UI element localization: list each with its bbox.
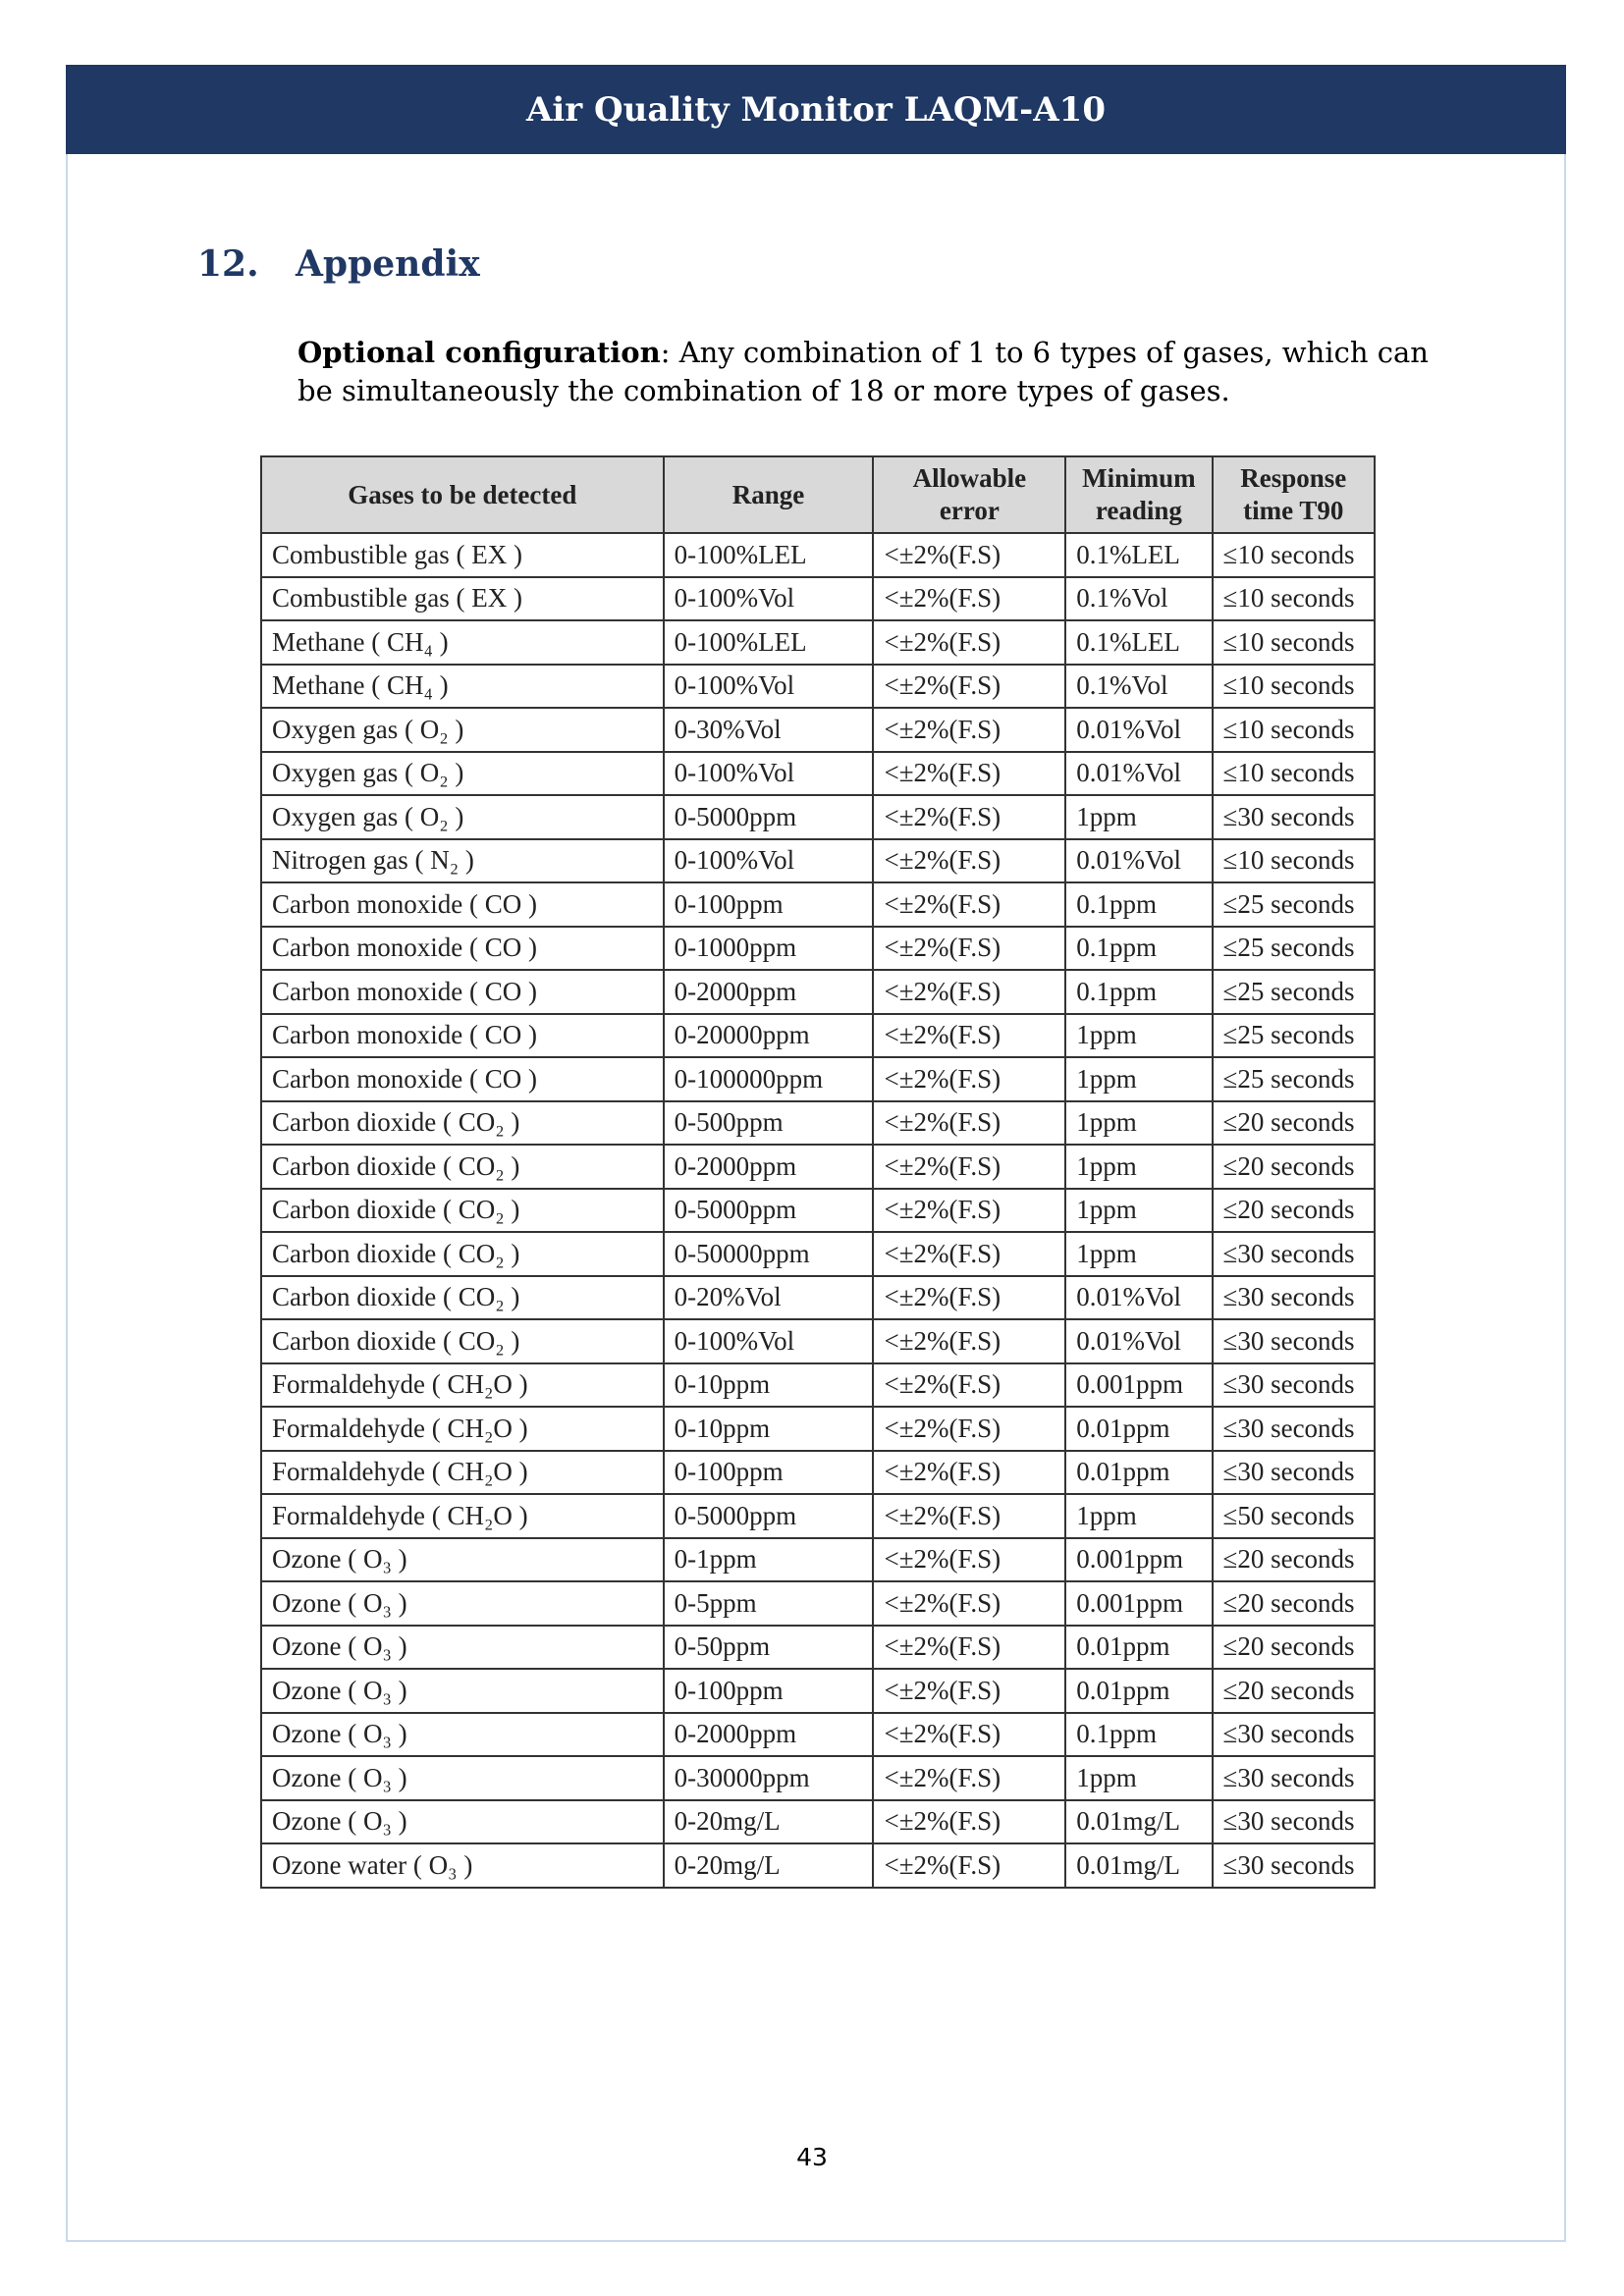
table-row (261, 665, 1375, 709)
cell-range: 0-5000ppm (664, 1189, 874, 1233)
cell-minimum-reading: 0.1%Vol (1065, 577, 1212, 621)
cell-allowable-error: <±2%(F.S) (873, 1189, 1065, 1233)
cell-response-time: ≤10 seconds (1213, 577, 1375, 621)
cell-response-time: ≤20 seconds (1213, 1626, 1375, 1670)
cell-response-time: ≤20 seconds (1213, 1145, 1375, 1189)
cell-range: 0-2000ppm (664, 970, 874, 1014)
cell-allowable-error: <±2%(F.S) (873, 1713, 1065, 1757)
table-row (261, 927, 1375, 971)
cell-range: 0-500ppm (664, 1101, 874, 1146)
cell-allowable-error: <±2%(F.S) (873, 1145, 1065, 1189)
section-heading (197, 243, 480, 285)
cell-response-time: ≤10 seconds (1213, 708, 1375, 752)
table-row (261, 970, 1375, 1014)
cell-gas: Carbon monoxide ( CO ) (261, 882, 664, 927)
cell-range: 0-20000ppm (664, 1014, 874, 1058)
cell-range: 0-100ppm (664, 882, 874, 927)
cell-minimum-reading: 0.01ppm (1065, 1407, 1212, 1451)
cell-response-time: ≤30 seconds (1213, 1276, 1375, 1320)
cell-allowable-error: <±2%(F.S) (873, 1843, 1065, 1888)
header-allowable-error: Allowable error (873, 456, 1065, 533)
table-row (261, 1626, 1375, 1670)
cell-response-time: ≤25 seconds (1213, 882, 1375, 927)
table-row (261, 1800, 1375, 1844)
cell-minimum-reading: 0.1%LEL (1065, 533, 1212, 577)
cell-response-time: ≤10 seconds (1213, 533, 1375, 577)
intro-paragraph (298, 334, 1446, 410)
cell-allowable-error: <±2%(F.S) (873, 708, 1065, 752)
cell-gas: Carbon monoxide ( CO ) (261, 970, 664, 1014)
cell-minimum-reading: 1ppm (1065, 795, 1212, 839)
cell-range: 0-1ppm (664, 1538, 874, 1582)
header-range: Range (664, 456, 874, 533)
cell-allowable-error: <±2%(F.S) (873, 1407, 1065, 1451)
cell-allowable-error: <±2%(F.S) (873, 1319, 1065, 1363)
table-row (261, 1232, 1375, 1276)
cell-response-time: ≤30 seconds (1213, 1756, 1375, 1800)
cell-allowable-error: <±2%(F.S) (873, 1014, 1065, 1058)
section-title: Appendix (296, 243, 480, 285)
cell-response-time: ≤30 seconds (1213, 1843, 1375, 1888)
cell-gas: Oxygen gas ( O₂ ) (261, 752, 664, 796)
table-row (261, 708, 1375, 752)
cell-gas: Carbon dioxide ( CO₂ ) (261, 1276, 664, 1320)
cell-response-time: ≤10 seconds (1213, 839, 1375, 883)
cell-response-time: ≤25 seconds (1213, 1014, 1375, 1058)
gas-specification-table (260, 455, 1376, 1889)
cell-range: 0-30000ppm (664, 1756, 874, 1800)
intro-text: : Any combination of 1 to 6 types of gases, which can be simultaneously the combination of 18 or more types of gases. (298, 336, 1429, 407)
table-row (261, 1581, 1375, 1626)
cell-response-time: ≤20 seconds (1213, 1189, 1375, 1233)
cell-gas: Carbon dioxide ( CO₂ ) (261, 1189, 664, 1233)
cell-allowable-error: <±2%(F.S) (873, 533, 1065, 577)
cell-minimum-reading: 1ppm (1065, 1189, 1212, 1233)
cell-minimum-reading: 0.1ppm (1065, 1713, 1212, 1757)
cell-range: 0-100ppm (664, 1451, 874, 1495)
cell-minimum-reading: 0.1%LEL (1065, 620, 1212, 665)
cell-response-time: ≤30 seconds (1213, 1451, 1375, 1495)
cell-response-time: ≤10 seconds (1213, 752, 1375, 796)
cell-range: 0-5000ppm (664, 1494, 874, 1538)
cell-allowable-error: <±2%(F.S) (873, 665, 1065, 709)
header-minimum-reading: Minimum reading (1065, 456, 1212, 533)
table-row (261, 1713, 1375, 1757)
cell-response-time: ≤30 seconds (1213, 1232, 1375, 1276)
cell-gas: Ozone ( O₃ ) (261, 1581, 664, 1626)
cell-allowable-error: <±2%(F.S) (873, 1057, 1065, 1101)
cell-minimum-reading: 0.01%Vol (1065, 1319, 1212, 1363)
cell-minimum-reading: 1ppm (1065, 1014, 1212, 1058)
cell-allowable-error: <±2%(F.S) (873, 882, 1065, 927)
cell-minimum-reading: 0.001ppm (1065, 1363, 1212, 1408)
cell-response-time: ≤25 seconds (1213, 927, 1375, 971)
cell-gas: Carbon dioxide ( CO₂ ) (261, 1145, 664, 1189)
cell-allowable-error: <±2%(F.S) (873, 1101, 1065, 1146)
cell-range: 0-100ppm (664, 1669, 874, 1713)
table-row (261, 1145, 1375, 1189)
cell-allowable-error: <±2%(F.S) (873, 1232, 1065, 1276)
header-gases: Gases to be detected (261, 456, 664, 533)
cell-range: 0-100%LEL (664, 533, 874, 577)
cell-allowable-error: <±2%(F.S) (873, 927, 1065, 971)
table-row (261, 1276, 1375, 1320)
cell-range: 0-1000ppm (664, 927, 874, 971)
cell-allowable-error: <±2%(F.S) (873, 1451, 1065, 1495)
table-row (261, 1189, 1375, 1233)
cell-range: 0-10ppm (664, 1407, 874, 1451)
cell-response-time: ≤20 seconds (1213, 1538, 1375, 1582)
table-row (261, 1669, 1375, 1713)
cell-allowable-error: <±2%(F.S) (873, 1669, 1065, 1713)
cell-range: 0-100%Vol (664, 752, 874, 796)
cell-gas: Carbon dioxide ( CO₂ ) (261, 1319, 664, 1363)
table-body (261, 533, 1375, 1888)
table-row (261, 1407, 1375, 1451)
table-row (261, 752, 1375, 796)
cell-minimum-reading: 0.01ppm (1065, 1626, 1212, 1670)
cell-gas: Formaldehyde ( CH₂O ) (261, 1451, 664, 1495)
cell-gas: Combustible gas ( EX ) (261, 533, 664, 577)
intro-label: Optional configuration (298, 336, 661, 369)
header-response-time: Response time T90 (1213, 456, 1375, 533)
table-row (261, 1451, 1375, 1495)
cell-response-time: ≤10 seconds (1213, 665, 1375, 709)
cell-range: 0-100%Vol (664, 839, 874, 883)
cell-range: 0-100%Vol (664, 665, 874, 709)
cell-allowable-error: <±2%(F.S) (873, 1363, 1065, 1408)
cell-minimum-reading: 0.001ppm (1065, 1581, 1212, 1626)
cell-range: 0-20mg/L (664, 1843, 874, 1888)
cell-allowable-error: <±2%(F.S) (873, 970, 1065, 1014)
cell-response-time: ≤30 seconds (1213, 1319, 1375, 1363)
cell-range: 0-30%Vol (664, 708, 874, 752)
cell-gas: Oxygen gas ( O₂ ) (261, 795, 664, 839)
cell-range: 0-5000ppm (664, 795, 874, 839)
cell-allowable-error: <±2%(F.S) (873, 839, 1065, 883)
cell-minimum-reading: 0.01%Vol (1065, 1276, 1212, 1320)
cell-response-time: ≤30 seconds (1213, 1800, 1375, 1844)
cell-range: 0-50000ppm (664, 1232, 874, 1276)
cell-gas: Oxygen gas ( O₂ ) (261, 708, 664, 752)
cell-minimum-reading: 0.01%Vol (1065, 839, 1212, 883)
cell-gas: Ozone water ( O₃ ) (261, 1843, 664, 1888)
cell-allowable-error: <±2%(F.S) (873, 1494, 1065, 1538)
cell-gas: Carbon monoxide ( CO ) (261, 1014, 664, 1058)
page-number: 43 (796, 2143, 828, 2171)
cell-response-time: ≤30 seconds (1213, 1713, 1375, 1757)
cell-minimum-reading: 0.01%Vol (1065, 752, 1212, 796)
table-row (261, 1101, 1375, 1146)
cell-gas: Nitrogen gas ( N₂ ) (261, 839, 664, 883)
cell-response-time: ≤30 seconds (1213, 795, 1375, 839)
cell-response-time: ≤30 seconds (1213, 1363, 1375, 1408)
cell-gas: Ozone ( O₃ ) (261, 1713, 664, 1757)
document-header-bar (66, 65, 1566, 154)
cell-response-time: ≤10 seconds (1213, 620, 1375, 665)
table-row (261, 533, 1375, 577)
cell-range: 0-100%Vol (664, 1319, 874, 1363)
cell-minimum-reading: 0.1ppm (1065, 882, 1212, 927)
cell-minimum-reading: 1ppm (1065, 1101, 1212, 1146)
table-row (261, 1014, 1375, 1058)
cell-minimum-reading: 0.01ppm (1065, 1451, 1212, 1495)
cell-gas: Formaldehyde ( CH₂O ) (261, 1363, 664, 1408)
cell-response-time: ≤50 seconds (1213, 1494, 1375, 1538)
cell-gas: Combustible gas ( EX ) (261, 577, 664, 621)
cell-minimum-reading: 1ppm (1065, 1232, 1212, 1276)
cell-allowable-error: <±2%(F.S) (873, 620, 1065, 665)
cell-minimum-reading: 1ppm (1065, 1145, 1212, 1189)
table-row (261, 1494, 1375, 1538)
cell-gas: Carbon dioxide ( CO₂ ) (261, 1101, 664, 1146)
cell-minimum-reading: 1ppm (1065, 1494, 1212, 1538)
cell-allowable-error: <±2%(F.S) (873, 1626, 1065, 1670)
cell-minimum-reading: 0.01mg/L (1065, 1843, 1212, 1888)
cell-range: 0-2000ppm (664, 1145, 874, 1189)
cell-range: 0-100%Vol (664, 577, 874, 621)
table-row (261, 577, 1375, 621)
cell-range: 0-20mg/L (664, 1800, 874, 1844)
cell-response-time: ≤20 seconds (1213, 1101, 1375, 1146)
cell-allowable-error: <±2%(F.S) (873, 1756, 1065, 1800)
cell-allowable-error: <±2%(F.S) (873, 1276, 1065, 1320)
cell-range: 0-50ppm (664, 1626, 874, 1670)
cell-allowable-error: <±2%(F.S) (873, 795, 1065, 839)
cell-range: 0-5ppm (664, 1581, 874, 1626)
cell-gas: Ozone ( O₃ ) (261, 1538, 664, 1582)
cell-response-time: ≤25 seconds (1213, 970, 1375, 1014)
cell-gas: Ozone ( O₃ ) (261, 1800, 664, 1844)
cell-minimum-reading: 0.1ppm (1065, 927, 1212, 971)
document-title: Air Quality Monitor LAQM-A10 (526, 89, 1106, 130)
table-row (261, 1843, 1375, 1888)
cell-gas: Ozone ( O₃ ) (261, 1756, 664, 1800)
cell-minimum-reading: 0.01ppm (1065, 1669, 1212, 1713)
cell-gas: Formaldehyde ( CH₂O ) (261, 1494, 664, 1538)
table-row (261, 839, 1375, 883)
table-row (261, 795, 1375, 839)
cell-range: 0-10ppm (664, 1363, 874, 1408)
cell-response-time: ≤20 seconds (1213, 1581, 1375, 1626)
cell-minimum-reading: 0.01%Vol (1065, 708, 1212, 752)
table-row (261, 1057, 1375, 1101)
cell-range: 0-2000ppm (664, 1713, 874, 1757)
cell-gas: Methane ( CH₄ ) (261, 665, 664, 709)
cell-minimum-reading: 0.01mg/L (1065, 1800, 1212, 1844)
cell-allowable-error: <±2%(F.S) (873, 1538, 1065, 1582)
table-row (261, 1363, 1375, 1408)
cell-allowable-error: <±2%(F.S) (873, 1581, 1065, 1626)
cell-minimum-reading: 0.001ppm (1065, 1538, 1212, 1582)
table-row (261, 882, 1375, 927)
cell-gas: Methane ( CH₄ ) (261, 620, 664, 665)
cell-response-time: ≤30 seconds (1213, 1407, 1375, 1451)
table-row (261, 1319, 1375, 1363)
section-number: 12. (197, 243, 259, 285)
cell-allowable-error: <±2%(F.S) (873, 752, 1065, 796)
cell-minimum-reading: 1ppm (1065, 1057, 1212, 1101)
cell-gas: Ozone ( O₃ ) (261, 1626, 664, 1670)
table-row (261, 620, 1375, 665)
cell-response-time: ≤20 seconds (1213, 1669, 1375, 1713)
cell-gas: Ozone ( O₃ ) (261, 1669, 664, 1713)
cell-gas: Carbon monoxide ( CO ) (261, 1057, 664, 1101)
cell-minimum-reading: 0.1%Vol (1065, 665, 1212, 709)
table-row (261, 1756, 1375, 1800)
cell-range: 0-100000ppm (664, 1057, 874, 1101)
cell-gas: Carbon dioxide ( CO₂ ) (261, 1232, 664, 1276)
cell-gas: Formaldehyde ( CH₂O ) (261, 1407, 664, 1451)
cell-allowable-error: <±2%(F.S) (873, 577, 1065, 621)
table-header-row (261, 456, 1375, 533)
cell-gas: Carbon monoxide ( CO ) (261, 927, 664, 971)
cell-minimum-reading: 0.1ppm (1065, 970, 1212, 1014)
cell-range: 0-20%Vol (664, 1276, 874, 1320)
cell-allowable-error: <±2%(F.S) (873, 1800, 1065, 1844)
cell-range: 0-100%LEL (664, 620, 874, 665)
cell-minimum-reading: 1ppm (1065, 1756, 1212, 1800)
table-row (261, 1538, 1375, 1582)
cell-response-time: ≤25 seconds (1213, 1057, 1375, 1101)
